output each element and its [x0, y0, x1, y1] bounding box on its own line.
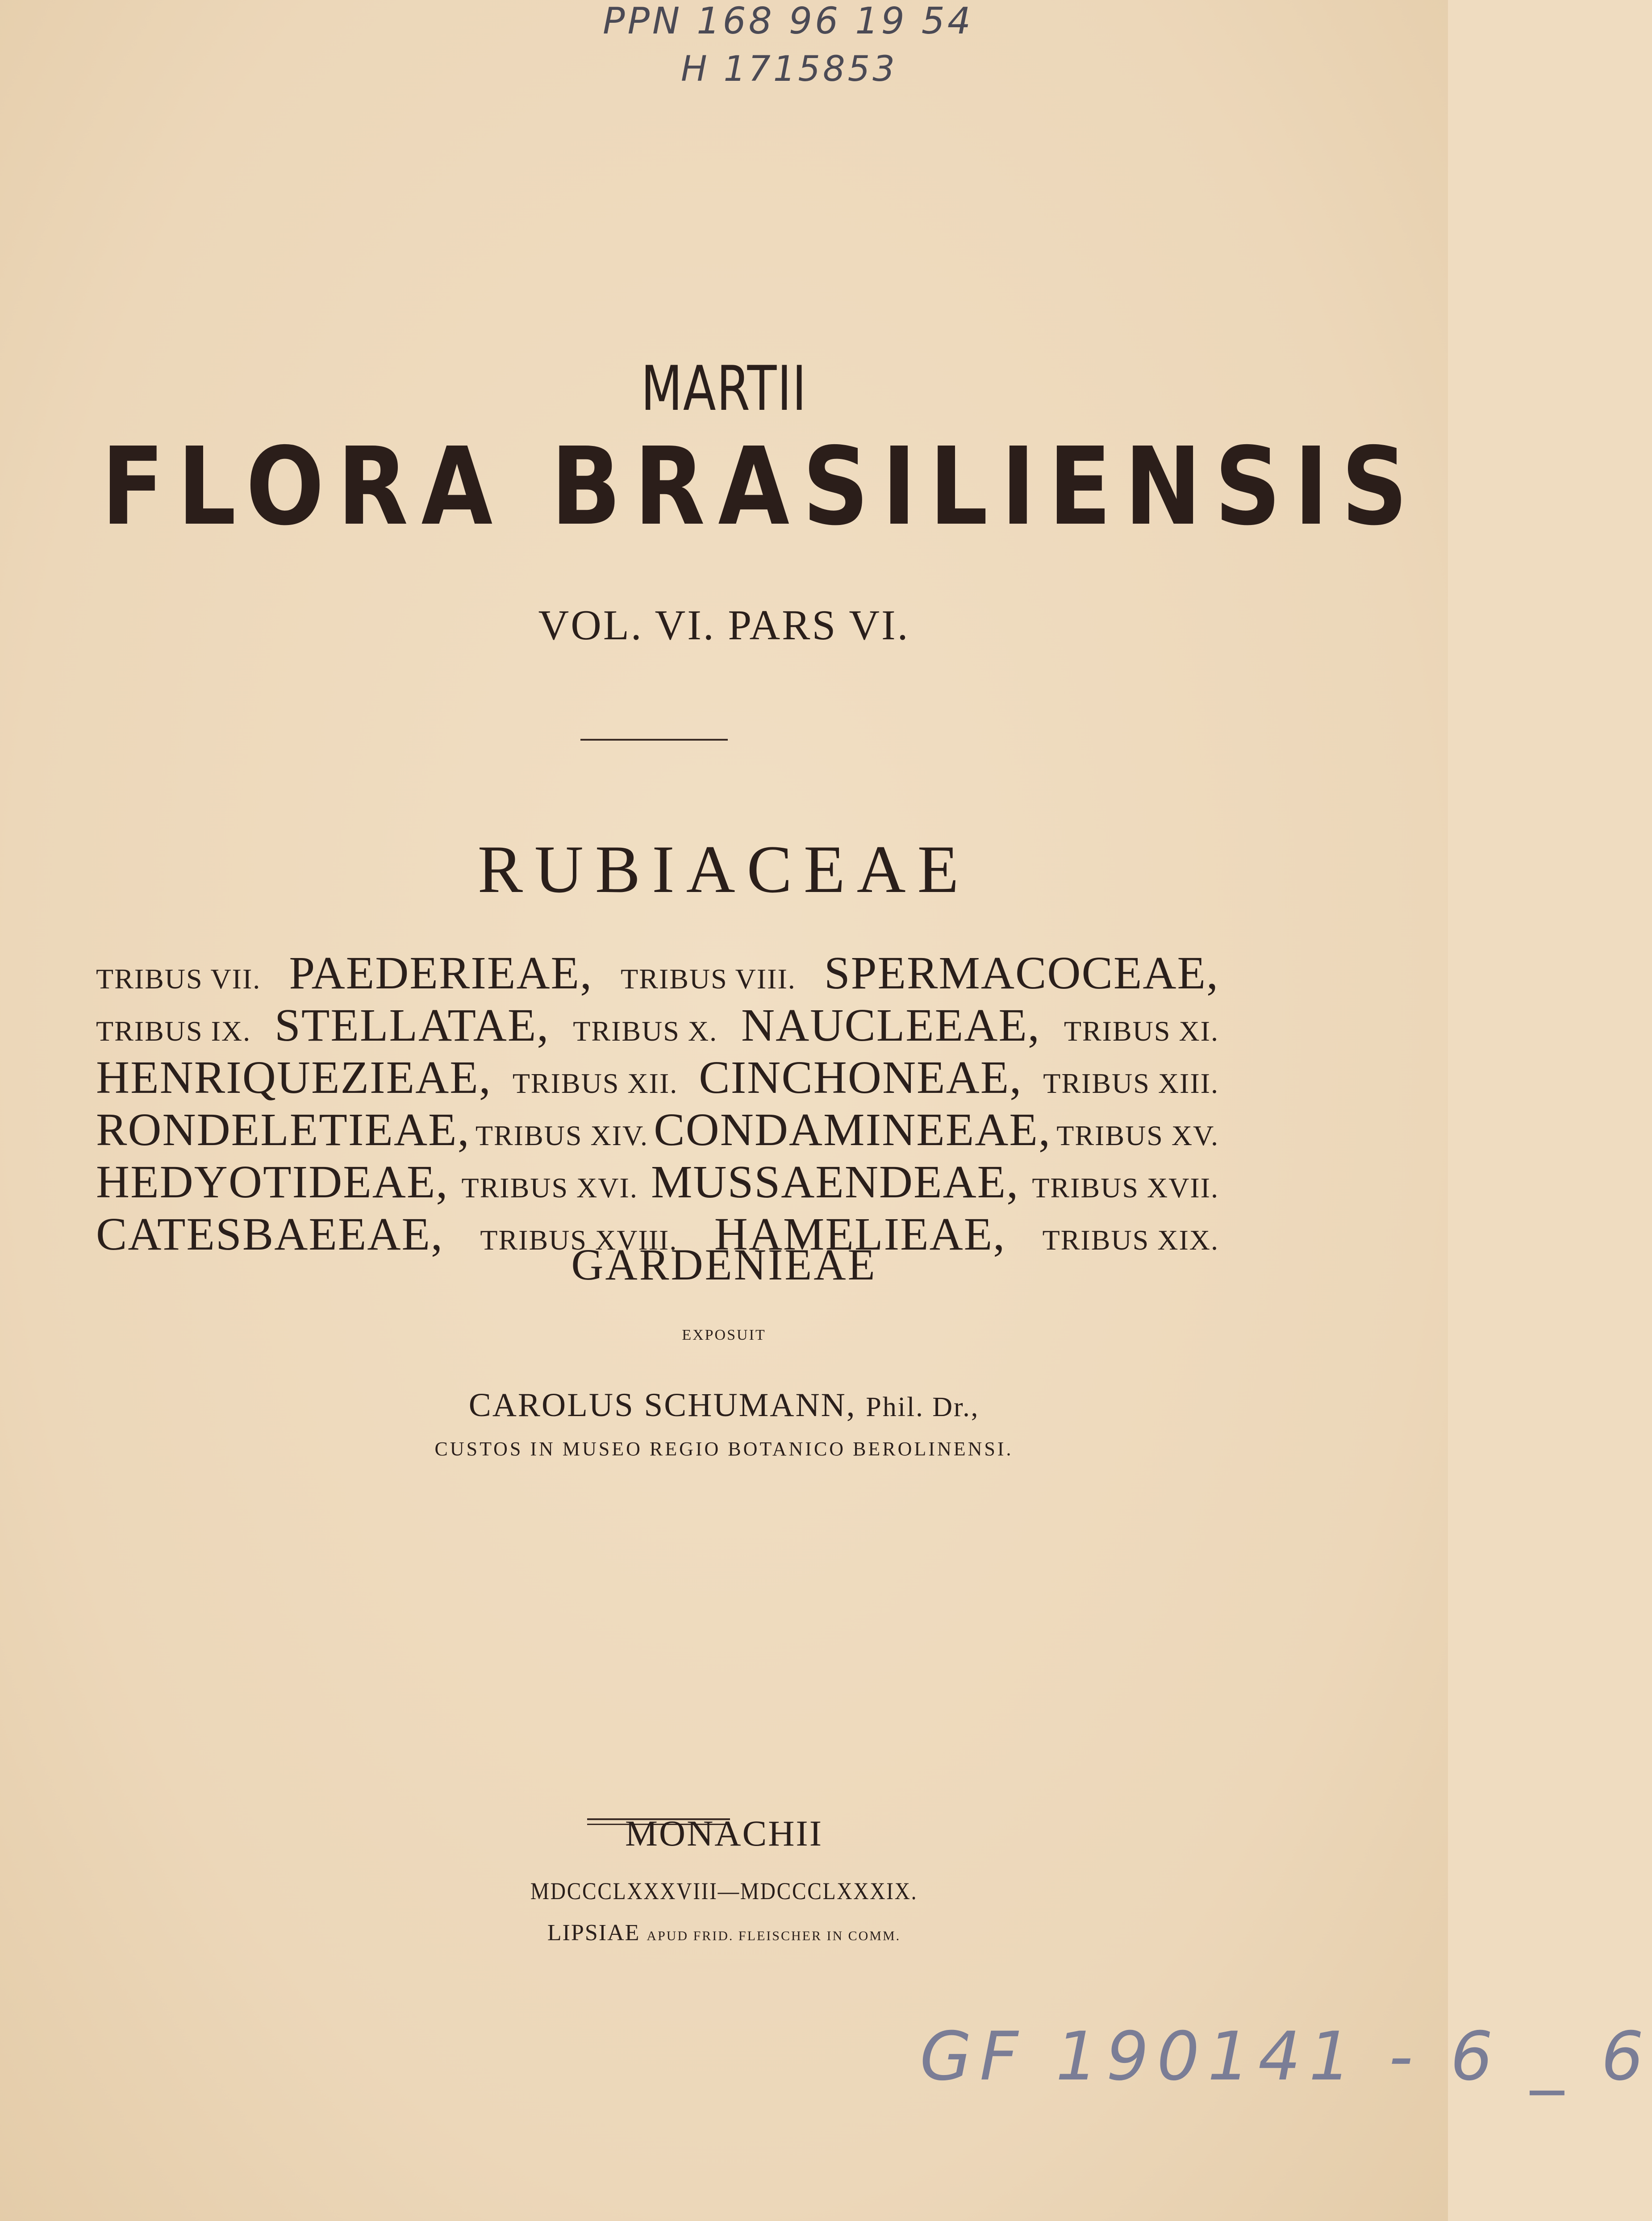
- tribus-number: TRIBUS XVII.: [1032, 1172, 1219, 1204]
- tribus-name: HEDYOTIDEAE,: [96, 1156, 449, 1208]
- tribus-number: TRIBUS X.: [573, 1015, 718, 1047]
- tribus-name: RONDELETIEAE,: [96, 1104, 470, 1155]
- tribus-line: [96, 946, 1219, 1000]
- author-name: CAROLUS SCHUMANN,: [468, 1387, 856, 1424]
- header-martii: MARTII: [641, 353, 807, 425]
- tribus-name: CONDAMINEEAE,: [654, 1104, 1051, 1155]
- tribus-number: TRIBUS XVIII.: [480, 1224, 678, 1256]
- tribus-line: [96, 1051, 1219, 1104]
- imprint-publisher: APUD FRID. FLEISCHER IN COMM.: [647, 1929, 901, 1943]
- tribus-name: CATESBAEEAE,: [96, 1208, 443, 1260]
- tribus-name: SPERMACOCEAE,: [824, 947, 1219, 999]
- tribus-name: HAMELIEAE,: [714, 1208, 1006, 1260]
- handwritten-shelfmark: GF 190141 - 6 _ 6: [920, 2018, 1652, 2096]
- tribus-name-last: GARDENIEAE: [571, 1240, 877, 1289]
- family-title: RUBIACEAE: [477, 832, 971, 907]
- tribus-name: HENRIQUEZIEAE,: [96, 1052, 492, 1103]
- tribus-number: TRIBUS XII.: [512, 1067, 678, 1099]
- page-title: FLORA BRASILIENSIS: [101, 424, 1421, 549]
- author-position: CUSTOS IN MUSEO REGIO BOTANICO BEROLINENSI.: [434, 1438, 1014, 1460]
- tribus-number: TRIBUS XV.: [1056, 1120, 1219, 1151]
- imprint-years: MDCCCLXXXVIII—MDCCCLXXXIX.: [530, 1878, 918, 1904]
- tribus-name: CINCHONEAE,: [699, 1052, 1022, 1103]
- handwritten-h-number: H 1715853: [681, 49, 897, 89]
- imprint-city: MONACHII: [625, 1813, 823, 1854]
- tribus-name: NAUCLEEAE,: [741, 1000, 1040, 1051]
- imprint-lipsiae: LIPSIAE: [547, 1920, 640, 1946]
- tribus-line: [96, 999, 1219, 1052]
- tribus-number: TRIBUS VIII.: [621, 963, 796, 995]
- tribus-name: MUSSAENDEAE,: [651, 1156, 1019, 1208]
- tribus-number: TRIBUS XI.: [1064, 1015, 1219, 1047]
- divider-rule: [580, 739, 728, 741]
- tribus-number: TRIBUS XIV.: [475, 1120, 648, 1151]
- handwritten-ppn: PPN 168 96 19 54: [603, 0, 974, 42]
- tribus-number: TRIBUS VII.: [96, 963, 261, 995]
- tribus-name: STELLATAE,: [275, 1000, 550, 1051]
- tribus-number: TRIBUS XIII.: [1043, 1067, 1219, 1099]
- tribus-number: TRIBUS IX.: [96, 1015, 251, 1047]
- imprint-publisher-line: [0, 1920, 1448, 1946]
- exposuit-label: EXPOSUIT: [682, 1327, 766, 1343]
- author-line: [0, 1386, 1448, 1425]
- tribus-number: TRIBUS XIX.: [1042, 1224, 1219, 1256]
- tribus-line: [96, 1103, 1219, 1156]
- tribus-name: PAEDERIEAE,: [289, 947, 593, 999]
- tribus-line: [96, 1155, 1219, 1208]
- tribus-number: TRIBUS XVI.: [461, 1172, 638, 1204]
- author-title: Phil. Dr.,: [866, 1392, 980, 1422]
- volume-label: VOL. VI. PARS VI.: [538, 601, 910, 649]
